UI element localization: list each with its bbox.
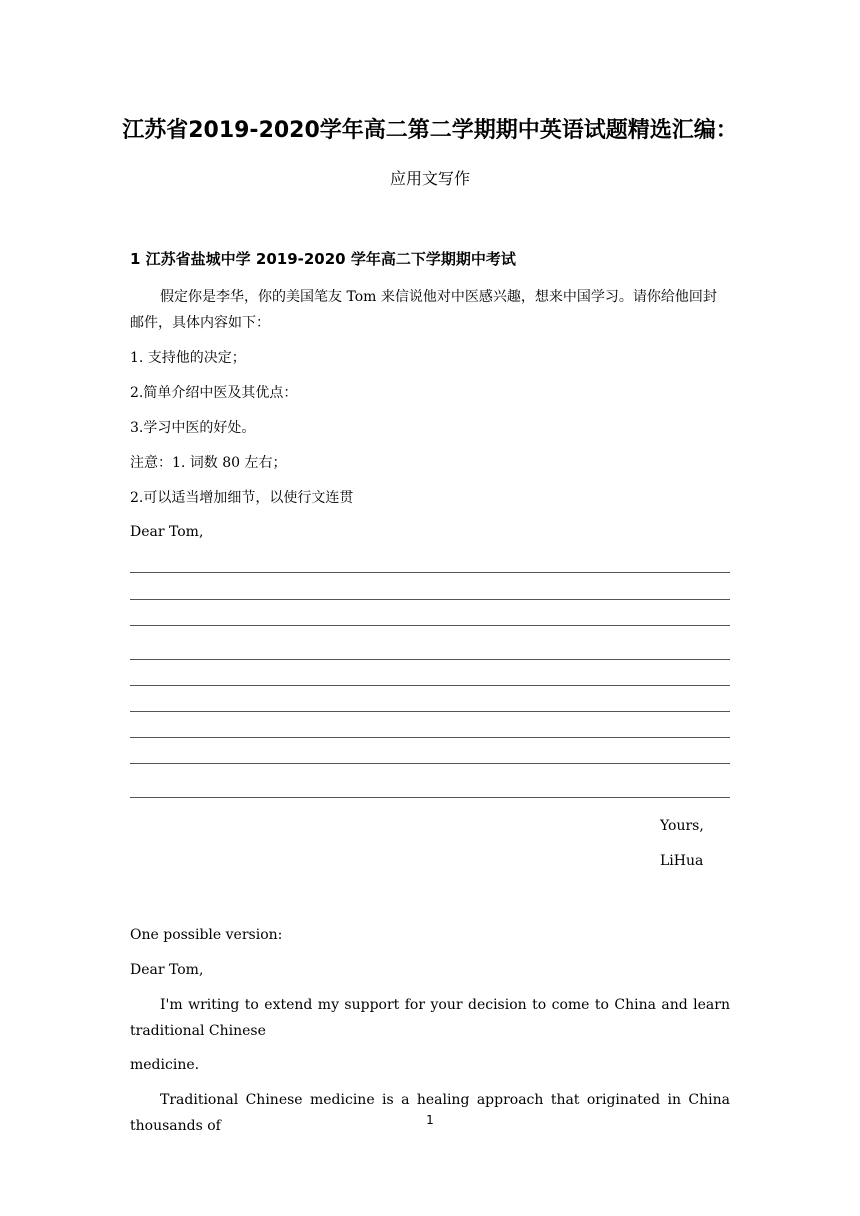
task-note-1: 注意：1. 词数 80 左右；: [130, 455, 287, 471]
writing-line: [130, 797, 730, 798]
page-number: 1: [426, 1113, 434, 1127]
letter-signature: LiHua: [660, 853, 704, 869]
answer-paragraph-2: Traditional Chinese medicine is a healing approach that originated in China thousands of: [130, 1092, 730, 1134]
section-heading: 1 江苏省盐城中学 2019-2020 学年高二下学期期中考试: [130, 250, 516, 268]
answer-greeting: Dear Tom,: [130, 962, 204, 978]
answer-label: One possible version:: [130, 927, 283, 943]
task-note-2: 2.可以适当增加细节，以使行文连贯: [130, 490, 354, 506]
answer-paragraph-1: I'm writing to extend my support for your decision to come to China and learn traditional Chinese: [130, 997, 730, 1039]
answer-paragraph-1-cont: medicine.: [130, 1057, 200, 1073]
writing-line: [130, 685, 730, 686]
document-title: 江苏省2019-2020学年高二第二学期期中英语试题精选汇编：: [122, 118, 738, 143]
writing-line: [130, 763, 730, 764]
writing-line: [130, 625, 730, 626]
writing-line: [130, 572, 730, 573]
writing-line: [130, 711, 730, 712]
task-item-3: 3.学习中医的好处。: [130, 420, 256, 436]
task-item-2: 2.简单介绍中医及其优点：: [130, 385, 298, 401]
letter-greeting: Dear Tom,: [130, 524, 204, 540]
writing-line: [130, 659, 730, 660]
writing-line: [130, 737, 730, 738]
task-intro: 假定你是李华，你的美国笔友 Tom 来信说他对中医感兴趣，想来中国学习。请你给他回封邮件，具体内容如下：: [130, 289, 717, 331]
letter-closing: Yours,: [660, 818, 704, 834]
document-subtitle: 应用文写作: [389, 169, 470, 188]
task-item-1: 1. 支持他的决定；: [130, 350, 246, 366]
writing-line: [130, 599, 730, 600]
